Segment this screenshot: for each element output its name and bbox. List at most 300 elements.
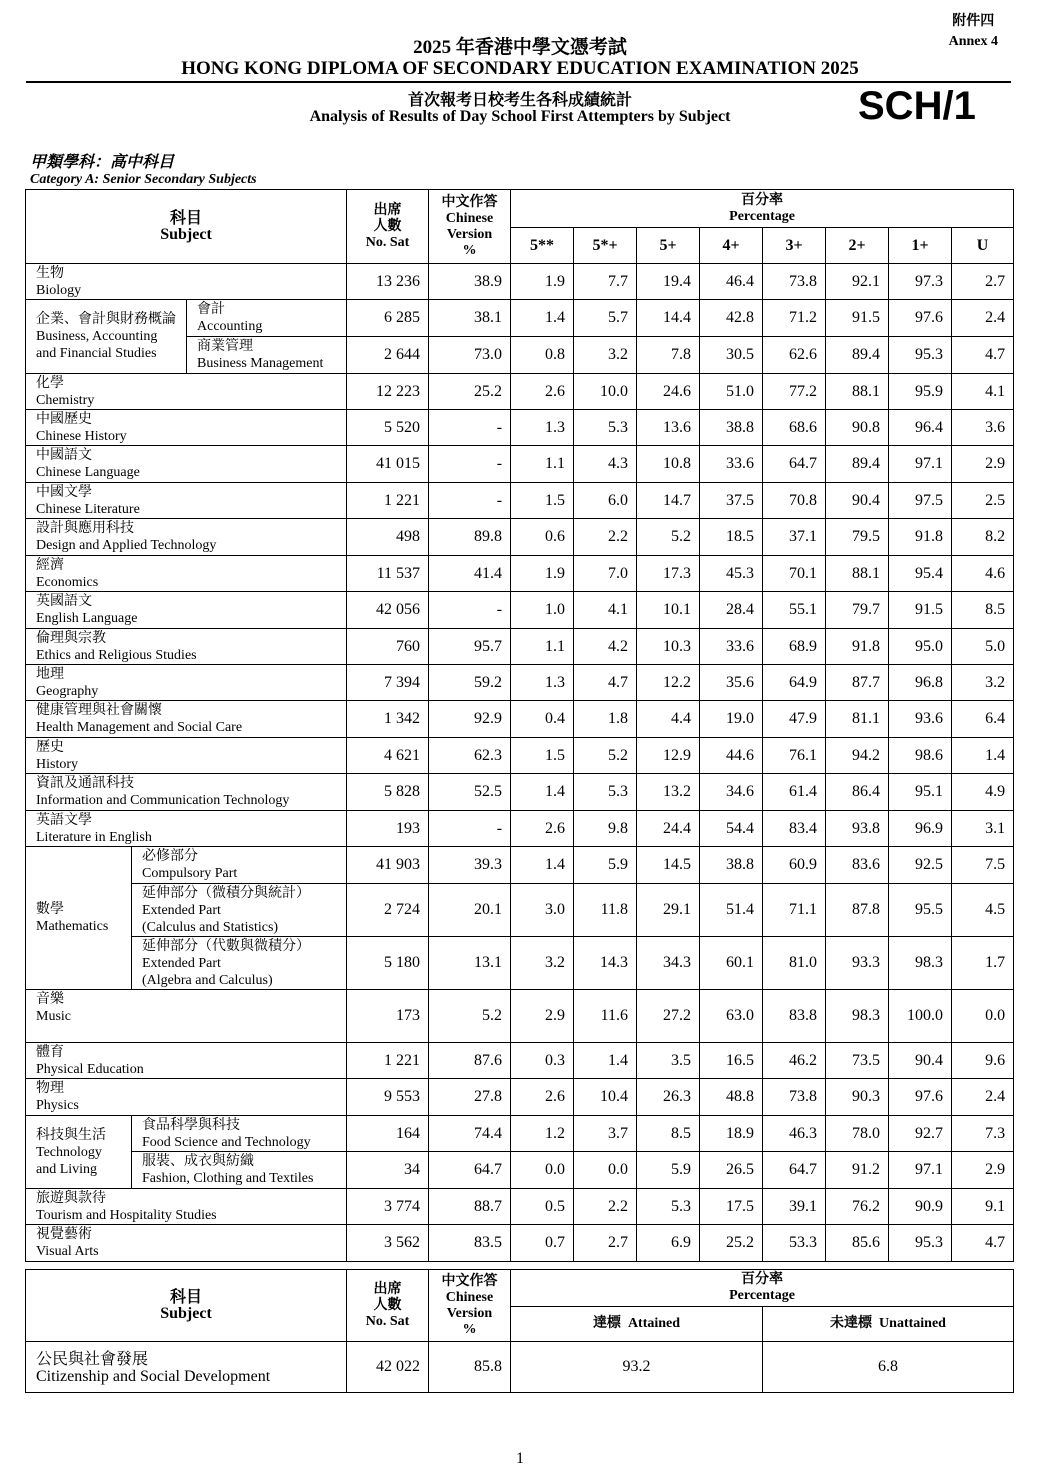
grade-pct: 13.6 (637, 410, 700, 446)
chinese-version-pct: 92.9 (429, 701, 511, 738)
pct-header-en: Percentage (729, 208, 795, 224)
subject-group-zh: 科技與生活 (36, 1127, 106, 1143)
grade-pct: 14.7 (637, 483, 700, 519)
no-sat: 498 (347, 519, 429, 556)
grade-pct: 2.7 (574, 1225, 637, 1262)
grade-pct: 1.4 (511, 847, 574, 884)
subject-en: Chinese History (36, 429, 127, 444)
grade-header: 4+ (700, 228, 763, 264)
grade-pct: 26.5 (700, 1152, 763, 1189)
grade-pct: 7.8 (637, 337, 700, 374)
grade-pct: 76.1 (763, 738, 826, 774)
grade-pct: 42.8 (700, 300, 763, 337)
grade-pct: 2.2 (574, 1189, 637, 1225)
subject-zh: 資訊及通訊科技 (36, 776, 134, 791)
title-en: HONG KONG DIPLOMA OF SECONDARY EDUCATION EXAMINATION 2025 (181, 58, 859, 79)
results-table (25, 189, 1014, 1262)
grade-pct: 90.8 (826, 410, 889, 446)
cv-header-en1: Chinese (445, 210, 494, 226)
sub-subject-zh: 必修部分 (142, 849, 198, 864)
subject-zh: 倫理與宗教 (36, 631, 106, 646)
grade-pct: 53.3 (763, 1225, 826, 1262)
grade-pct: 60.9 (763, 847, 826, 884)
subject-en: Design and Applied Technology (36, 538, 217, 553)
subject (26, 410, 347, 446)
grade-pct: 85.6 (826, 1225, 889, 1262)
sub-subject-zh: 食品科學與科技 (142, 1118, 240, 1133)
grade-pct: 3.2 (952, 665, 1014, 701)
unattained-zh: 未達標 (830, 1316, 873, 1331)
grade-pct: 0.3 (511, 1043, 574, 1079)
grade-pct: 1.1 (511, 629, 574, 665)
grade-header: 2+ (826, 228, 889, 264)
grade-pct: 98.3 (889, 937, 952, 990)
attained-en: Attained (627, 1316, 681, 1331)
subject-zh: 歷史 (36, 740, 64, 755)
grade-pct: 4.7 (952, 1225, 1014, 1262)
subject-en: Visual Arts (36, 1244, 99, 1259)
subject-en: Physical Education (36, 1062, 144, 1077)
attained-header (511, 1307, 763, 1342)
sub-subject (187, 337, 347, 374)
no-sat: 2 724 (347, 884, 429, 937)
no-sat: 164 (347, 1116, 429, 1152)
grade-pct: 61.4 (763, 774, 826, 811)
table-row (26, 374, 1014, 410)
grade-pct: 92.7 (889, 1116, 952, 1152)
csd-sat-header (347, 1270, 429, 1342)
grade-pct: 8.5 (637, 1116, 700, 1152)
grade-pct: 14.5 (637, 847, 700, 884)
grade-pct: 55.1 (763, 592, 826, 629)
subject-zh: 中國語文 (36, 448, 92, 463)
grade-pct: 87.7 (826, 665, 889, 701)
page-number: 1 (516, 1450, 524, 1467)
subject-group-zh: 數學 (36, 902, 64, 917)
grade-pct: 4.1 (574, 592, 637, 629)
grade-pct: 2.9 (952, 1152, 1014, 1189)
grade-pct: 2.9 (511, 990, 574, 1043)
chinese-version-pct: 41.4 (429, 556, 511, 592)
grade-pct: 83.4 (763, 811, 826, 847)
sub-subject-zh: 延伸部分（微積分與統計） (142, 886, 310, 901)
subtitle-en: Analysis of Results of Day School First Attempters by Subject (309, 108, 731, 125)
grade-pct: 0.4 (511, 701, 574, 738)
grade-pct: 81.1 (826, 701, 889, 738)
grade-pct: 97.6 (889, 1079, 952, 1116)
grade-pct: 7.0 (574, 556, 637, 592)
subject-group-en2: and Living (36, 1161, 98, 1177)
grade-pct: 33.6 (700, 629, 763, 665)
csd-attained: 93.2 (511, 1342, 763, 1393)
grade-pct: 76.2 (826, 1189, 889, 1225)
grade-pct: 91.8 (889, 519, 952, 556)
csd-subject (26, 1342, 347, 1393)
grade-pct: 1.4 (511, 774, 574, 811)
grade-pct: 3.5 (637, 1043, 700, 1079)
grade-pct: 10.8 (637, 446, 700, 483)
no-sat: 7 394 (347, 665, 429, 701)
subject (26, 1079, 347, 1116)
grade-pct: 95.4 (889, 556, 952, 592)
no-sat: 42 056 (347, 592, 429, 629)
subject-en: Chemistry (36, 393, 95, 408)
sub-subject-en: Compulsory Part (142, 866, 238, 881)
subject-en: Ethics and Religious Studies (36, 648, 197, 663)
grade-pct: 62.6 (763, 337, 826, 374)
grade-pct: 4.5 (952, 884, 1014, 937)
chinese-version-pct: - (429, 446, 511, 483)
sub-subject-en: Food Science and Technology (142, 1135, 311, 1150)
grade-pct: 87.8 (826, 884, 889, 937)
grade-pct: 17.5 (700, 1189, 763, 1225)
grade-pct: 1.5 (511, 738, 574, 774)
table-row (26, 701, 1014, 738)
subject (26, 1225, 347, 1262)
grade-pct: 88.1 (826, 556, 889, 592)
grade-pct: 26.3 (637, 1079, 700, 1116)
no-sat: 34 (347, 1152, 429, 1189)
sub-subject (132, 1152, 347, 1189)
table-row (26, 1043, 1014, 1079)
grade-pct: 27.2 (637, 990, 700, 1043)
grade-pct: 90.3 (826, 1079, 889, 1116)
grade-pct: 70.8 (763, 483, 826, 519)
no-sat: 41 903 (347, 847, 429, 884)
no-sat: 12 223 (347, 374, 429, 410)
grade-pct: 4.9 (952, 774, 1014, 811)
subject (26, 556, 347, 592)
grade-pct: 3.2 (511, 937, 574, 990)
subject-en: Physics (36, 1098, 79, 1113)
grade-pct: 68.9 (763, 629, 826, 665)
table-row (26, 519, 1014, 556)
csd-cv-header-en1: Chinese (445, 1289, 494, 1305)
grade-pct: 11.8 (574, 884, 637, 937)
chinese-version-pct: 95.7 (429, 629, 511, 665)
no-sat: 173 (347, 990, 429, 1043)
subject-en: English Language (36, 611, 138, 626)
grade-pct: 4.4 (637, 701, 700, 738)
grade-pct: 38.8 (700, 847, 763, 884)
table-row (26, 264, 1014, 300)
subject-group-zh: 企業、會計與財務概論 (36, 312, 176, 327)
csd-pct-header-en: Percentage (729, 1288, 795, 1303)
grade-pct: 83.6 (826, 847, 889, 884)
category-en: Category A: Senior Secondary Subjects (30, 172, 257, 187)
no-sat: 11 537 (347, 556, 429, 592)
subject-zh: 中國文學 (36, 485, 92, 500)
csd-subject-header-zh: 科目 (169, 1288, 202, 1306)
subject (26, 519, 347, 556)
grade-pct: 24.6 (637, 374, 700, 410)
grade-pct: 5.9 (637, 1152, 700, 1189)
sub-subject (187, 300, 347, 337)
grade-pct: 90.4 (889, 1043, 952, 1079)
subject (26, 701, 347, 738)
grade-pct: 6.4 (952, 701, 1014, 738)
sub-subject (132, 1116, 347, 1152)
grade-pct: 17.3 (637, 556, 700, 592)
sub-subject (132, 884, 347, 937)
grade-pct: 64.7 (763, 1152, 826, 1189)
grade-pct: 5.2 (637, 519, 700, 556)
grade-pct: 91.5 (889, 592, 952, 629)
grade-pct: 9.1 (952, 1189, 1014, 1225)
grade-header: 5+ (637, 228, 700, 264)
grade-pct: 2.6 (511, 811, 574, 847)
grade-pct: 83.8 (763, 990, 826, 1043)
grade-pct: 6.9 (637, 1225, 700, 1262)
no-sat: 41 015 (347, 446, 429, 483)
unattained-en: Unattained (879, 1316, 946, 1331)
grade-pct: 71.1 (763, 884, 826, 937)
subject (26, 264, 347, 300)
chinese-version-pct: 74.4 (429, 1116, 511, 1152)
grade-pct: 91.5 (826, 300, 889, 337)
title-rule (26, 81, 1011, 83)
subject (26, 1189, 347, 1225)
chinese-version-pct: 88.7 (429, 1189, 511, 1225)
grade-pct: 2.5 (952, 483, 1014, 519)
csd-subject-en: Citizenship and Social Development (36, 1367, 271, 1385)
chinese-version-pct: - (429, 592, 511, 629)
grade-pct: 18.9 (700, 1116, 763, 1152)
subject-group-en: Mathematics (36, 919, 109, 934)
csd-pct-header-zh: 百分率 (741, 1272, 783, 1287)
grade-pct: 1.1 (511, 446, 574, 483)
grade-header: 1+ (889, 228, 952, 264)
table-row (26, 410, 1014, 446)
grade-pct: 25.2 (700, 1225, 763, 1262)
cv-header-en2: Version (446, 226, 493, 242)
grade-pct: 1.2 (511, 1116, 574, 1152)
grade-pct: 5.3 (574, 410, 637, 446)
attained-zh: 達標 (592, 1316, 621, 1331)
grade-pct: 5.2 (574, 738, 637, 774)
grade-header: 5** (511, 228, 574, 264)
sub-subject-en2: (Calculus and Statistics) (142, 920, 279, 935)
grade-pct: 19.4 (637, 264, 700, 300)
chinese-version-pct: - (429, 410, 511, 446)
table-row (26, 556, 1014, 592)
table-row (26, 446, 1014, 483)
grade-pct: 9.6 (952, 1043, 1014, 1079)
subject-group-en1: Technology (36, 1144, 102, 1160)
no-sat: 1 221 (347, 1043, 429, 1079)
grade-pct: 3.1 (952, 811, 1014, 847)
chinese-version-pct: 83.5 (429, 1225, 511, 1262)
subject (26, 665, 347, 701)
grade-pct: 4.7 (574, 665, 637, 701)
subject-zh: 生物 (36, 266, 64, 281)
subject-zh: 化學 (36, 376, 64, 391)
grade-pct: 6.0 (574, 483, 637, 519)
grade-pct: 7.5 (952, 847, 1014, 884)
grade-pct: 1.3 (511, 665, 574, 701)
grade-pct: 95.0 (889, 629, 952, 665)
csd-sat: 42 022 (347, 1342, 429, 1393)
grade-pct: 2.9 (952, 446, 1014, 483)
grade-pct: 46.4 (700, 264, 763, 300)
grade-pct: 79.5 (826, 519, 889, 556)
subject (26, 1043, 347, 1079)
grade-pct: 19.0 (700, 701, 763, 738)
grade-pct: 34.6 (700, 774, 763, 811)
grade-pct: 44.6 (700, 738, 763, 774)
grade-pct: 11.6 (574, 990, 637, 1043)
csd-sat-header-zh: 出席人數 (373, 1281, 402, 1313)
sub-subject-en: Accounting (197, 319, 263, 334)
table-row (26, 1116, 1014, 1152)
grade-pct: 96.8 (889, 665, 952, 701)
subject (26, 374, 347, 410)
csd-subject-zh: 公民與社會發展 (36, 1350, 149, 1368)
grade-pct: 12.2 (637, 665, 700, 701)
grade-pct: 33.6 (700, 446, 763, 483)
sub-subject-en: Extended Part (142, 956, 221, 971)
grade-pct: 5.3 (574, 774, 637, 811)
chinese-version-pct: 38.1 (429, 300, 511, 337)
results-body (26, 264, 1014, 1262)
grade-pct: 45.3 (700, 556, 763, 592)
grade-pct: 0.0 (574, 1152, 637, 1189)
csd-cv-header-pct: % (462, 1321, 477, 1337)
grade-pct: 0.8 (511, 337, 574, 374)
grade-pct: 73.8 (763, 1079, 826, 1116)
grade-pct: 2.7 (952, 264, 1014, 300)
annex-zh: 附件四 (952, 14, 995, 29)
no-sat: 6 285 (347, 300, 429, 337)
subject-en: Literature in English (36, 830, 152, 845)
grade-pct: 92.5 (889, 847, 952, 884)
subject (26, 483, 347, 519)
table-row (26, 1225, 1014, 1262)
subject-en: Music (36, 1009, 71, 1024)
table-row (26, 990, 1014, 1043)
subject-zh: 英語文學 (36, 813, 92, 828)
grade-header: 3+ (763, 228, 826, 264)
grade-pct: 90.9 (889, 1189, 952, 1225)
category-zh: 甲類學科：高中科目 (30, 154, 175, 171)
csd-unattained: 6.8 (763, 1342, 1014, 1393)
grade-pct: 4.7 (952, 337, 1014, 374)
csd-percentage-header (511, 1270, 1014, 1307)
grade-pct: 54.4 (700, 811, 763, 847)
grade-pct: 70.1 (763, 556, 826, 592)
grade-pct: 46.2 (763, 1043, 826, 1079)
subject-en: Chinese Language (36, 465, 140, 480)
grade-pct: 37.5 (700, 483, 763, 519)
cv-header-zh: 中文作答 (441, 194, 498, 210)
grade-pct: 97.3 (889, 264, 952, 300)
grade-pct: 3.7 (574, 1116, 637, 1152)
csd-cv-header-en2: Version (446, 1305, 493, 1321)
sub-subject-zh: 商業管理 (197, 339, 253, 354)
csd-subject-header (26, 1270, 347, 1342)
chinese-version-pct: 38.9 (429, 264, 511, 300)
grade-pct: 12.9 (637, 738, 700, 774)
table-row (26, 665, 1014, 701)
table-row (26, 1079, 1014, 1116)
grade-pct: 0.0 (952, 990, 1014, 1043)
no-sat: 760 (347, 629, 429, 665)
grade-pct: 3.0 (511, 884, 574, 937)
grade-pct: 78.0 (826, 1116, 889, 1152)
grade-pct: 96.4 (889, 410, 952, 446)
grade-pct: 29.1 (637, 884, 700, 937)
sub-subject-en: Fashion, Clothing and Textiles (142, 1171, 314, 1186)
table-row (26, 300, 1014, 337)
grade-pct: 2.6 (511, 1079, 574, 1116)
grade-pct: 24.4 (637, 811, 700, 847)
cv-header-pct: % (462, 242, 477, 258)
subject (26, 774, 347, 811)
subject-header (26, 190, 347, 264)
subject-en: Health Management and Social Care (36, 720, 243, 735)
grade-pct: 30.5 (700, 337, 763, 374)
chinese-version-pct: 13.1 (429, 937, 511, 990)
no-sat: 5 520 (347, 410, 429, 446)
chinese-version-pct: 89.8 (429, 519, 511, 556)
chinese-version-pct: 87.6 (429, 1043, 511, 1079)
subject-group (26, 1116, 132, 1189)
chinese-version-pct: 25.2 (429, 374, 511, 410)
grade-pct: 93.3 (826, 937, 889, 990)
grade-pct: 9.8 (574, 811, 637, 847)
subject-en: Economics (36, 575, 99, 590)
grade-pct: 1.8 (574, 701, 637, 738)
grade-pct: 97.5 (889, 483, 952, 519)
grade-pct: 64.7 (763, 446, 826, 483)
grade-pct: 16.5 (700, 1043, 763, 1079)
grade-pct: 2.2 (574, 519, 637, 556)
subject-group (26, 300, 187, 374)
grade-pct: 14.3 (574, 937, 637, 990)
subject (26, 592, 347, 629)
grade-pct: 28.4 (700, 592, 763, 629)
grade-pct: 0.7 (511, 1225, 574, 1262)
grade-pct: 10.3 (637, 629, 700, 665)
no-sat: 5 180 (347, 937, 429, 990)
csd-cv-header (429, 1270, 511, 1342)
subject-en: History (36, 757, 78, 772)
subject-zh: 地理 (36, 667, 64, 682)
grade-pct: 89.4 (826, 446, 889, 483)
grade-pct: 2.6 (511, 374, 574, 410)
grade-pct: 93.8 (826, 811, 889, 847)
grade-pct: 1.7 (952, 937, 1014, 990)
subject-zh: 視覺藝術 (36, 1227, 92, 1242)
grade-pct: 4.2 (574, 629, 637, 665)
subject-en: Tourism and Hospitality Studies (36, 1208, 217, 1223)
grade-pct: 7.3 (952, 1116, 1014, 1152)
grade-pct: 10.1 (637, 592, 700, 629)
grade-pct: 5.9 (574, 847, 637, 884)
table-row (26, 811, 1014, 847)
chinese-version-pct: 59.2 (429, 665, 511, 701)
title-zh: 2025 年香港中學文憑考試 (413, 37, 627, 58)
sub-subject-en2: (Algebra and Calculus) (142, 973, 273, 988)
grade-pct: 0.6 (511, 519, 574, 556)
grade-pct: 1.9 (511, 556, 574, 592)
grade-pct: 51.4 (700, 884, 763, 937)
chinese-version-pct: 5.2 (429, 990, 511, 1043)
sat-header (347, 190, 429, 264)
grade-pct: 1.9 (511, 264, 574, 300)
grade-pct: 5.3 (637, 1189, 700, 1225)
grade-pct: 5.0 (952, 629, 1014, 665)
